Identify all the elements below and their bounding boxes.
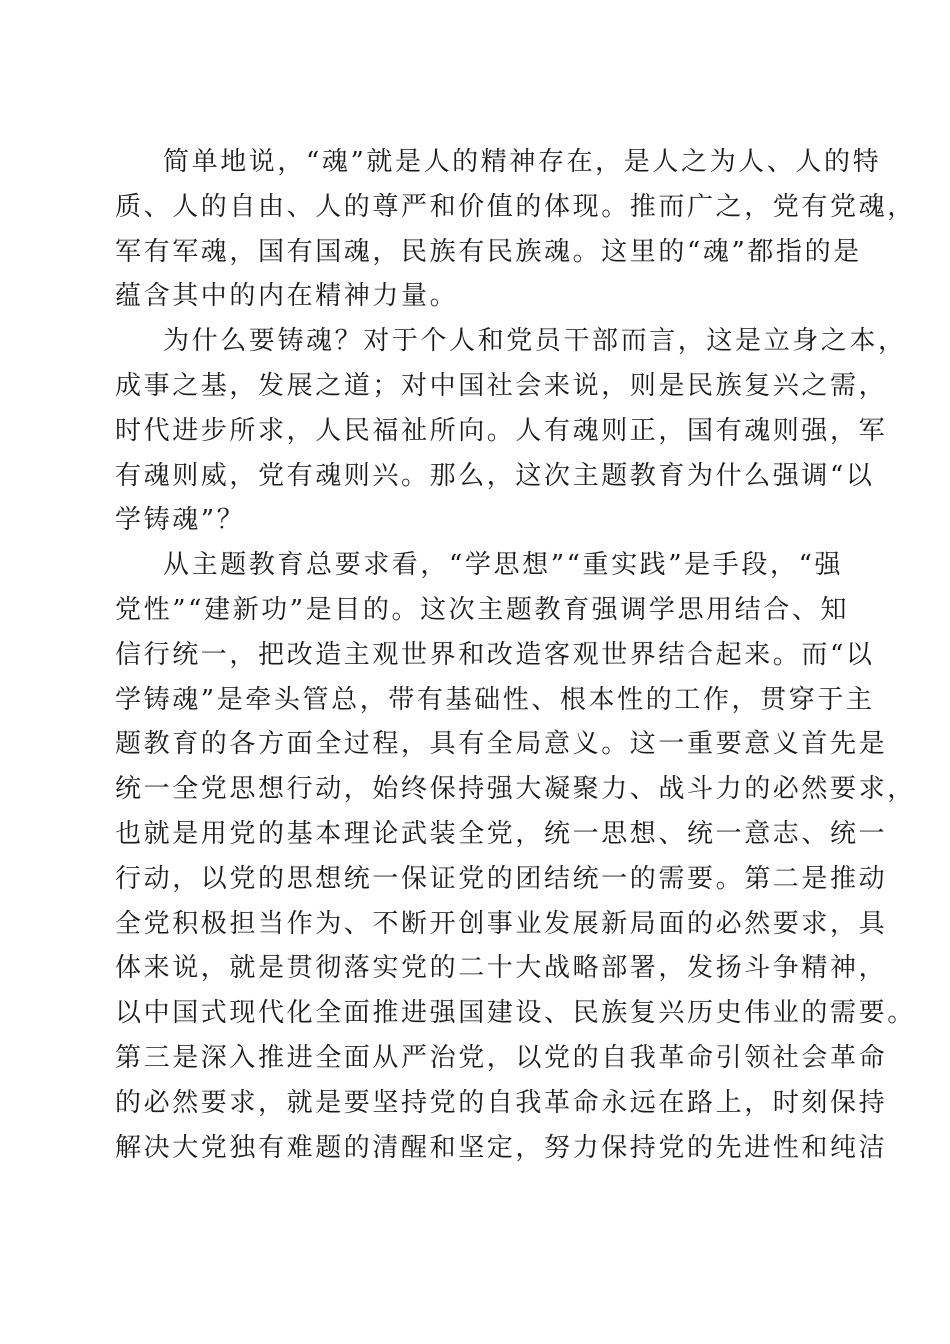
document-body	[115, 140, 916, 1170]
text-line: 的必然要求，就是要坚持党的自我革命永远在路上，时刻保持	[115, 1087, 888, 1118]
text-line: 从主题教育总要求看，“学思想”“重实践”是手段，“强	[163, 550, 844, 581]
paragraph-2	[115, 319, 907, 543]
text-line: 简单地说，“魂”就是人的精神存在，是人之为人、人的特	[163, 147, 882, 177]
text-line: 题教育的各方面全过程，具有全局意义。这一重要意义首先是	[115, 729, 888, 760]
text-line: 信行统一，把改造主观世界和改造客观世界结合起来。而“以	[115, 639, 875, 670]
text-line: 解决大党独有难题的清醒和坚定，努力保持党的先进性和纯洁	[115, 1132, 888, 1163]
text-line: 体来说，就是贯彻落实党的二十大战略部署，发扬斗争精神，	[115, 953, 888, 984]
text-line: 全党积极担当作为、不断开创事业发展新局面的必然要求，具	[115, 908, 888, 939]
text-line: 第三是深入推进全面从严治党，以党的自我革命引领社会革命	[115, 1042, 888, 1073]
text-line: 有魂则威，党有魂则兴。那么，这次主题教育为什么强调“以	[115, 460, 875, 491]
text-line: 党性”“建新功”是目的。这次主题教育强调学思用结合、知	[115, 594, 850, 625]
text-line: 也就是用党的基本理论武装全党，统一思想、统一意志、统一	[115, 818, 888, 849]
text-line: 军有军魂，国有国魂，民族有民族魂。这里的“魂”都指的是	[115, 236, 862, 267]
text-line: 行动，以党的思想统一保证党的团结统一的需要。第二是推动	[115, 863, 888, 894]
text-line: 时代进步所求，人民福祉所向。人有魂则正，国有魂则强，军	[115, 415, 888, 446]
text-line: 以中国式现代化全面推进强国建设、民族复兴历史伟业的需要。	[115, 998, 916, 1029]
paragraph-3	[115, 543, 916, 1170]
text-line: 质、人的自由、人的尊严和价值的体现。推而广之，党有党魂，	[115, 191, 916, 222]
paragraph-1	[115, 140, 916, 319]
text-line: 学铸魂”是牵头管总，带有基础性、根本性的工作，贯穿于主	[115, 684, 875, 715]
text-line: 为什么要铸魂？对于个人和党员干部而言，这是立身之本，	[163, 326, 907, 357]
text-line: 成事之基，发展之道；对中国社会来说，则是民族复兴之需，	[115, 370, 888, 401]
text-line: 蕴含其中的内在精神力量。	[115, 281, 459, 312]
text-line: 统一全党思想行动，始终保持强大凝聚力、战斗力的必然要求，	[115, 774, 916, 805]
text-line: 学铸魂”？	[115, 505, 246, 536]
